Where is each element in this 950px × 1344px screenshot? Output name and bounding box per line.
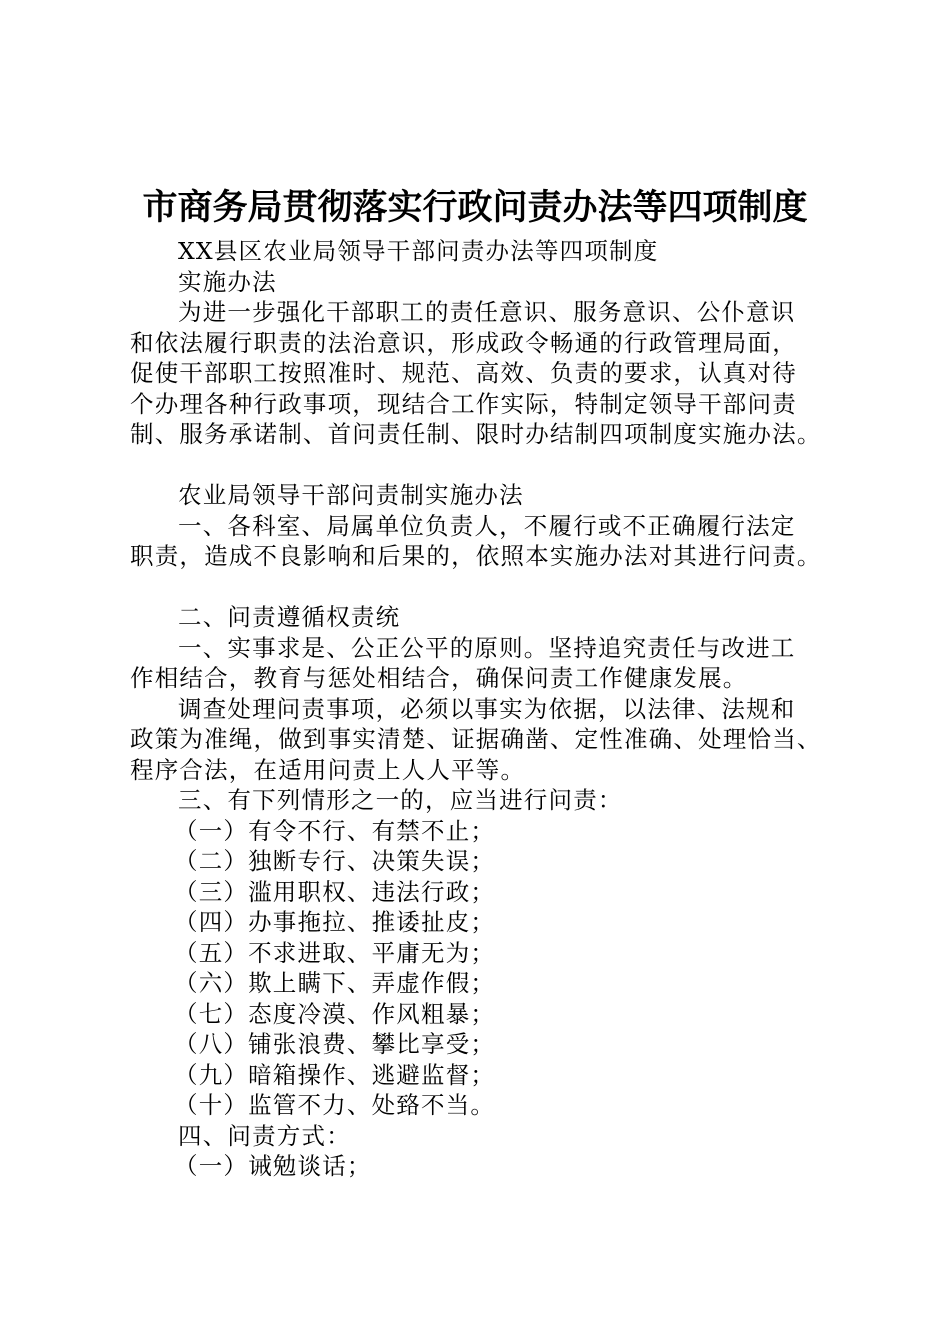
list-item: （七）态度冷漠、作风粗暴； bbox=[174, 999, 496, 1028]
intro-line: 制、服务承诺制、首问责任制、限时办结制四项制度实施办法。 bbox=[130, 420, 822, 448]
paragraph-line: 一、实事求是、公正公平的原则。坚持追究责任与改进工 bbox=[178, 633, 796, 662]
paragraph-line: 调查处理问责事项，必须以事实为依据，以法律、法规和 bbox=[178, 694, 796, 723]
list-item: （八）铺张浪费、攀比享受； bbox=[174, 1030, 496, 1058]
paragraph-line: 政策为准绳，做到事实清楚、证据确凿、定性准确、处理恰当、 bbox=[130, 725, 822, 753]
list-item: （四）办事拖拉、推诿扯皮； bbox=[174, 908, 496, 936]
section-heading: 四、问责方式： bbox=[178, 1121, 351, 1150]
section-heading: 三、有下列情形之一的，应当进行问责： bbox=[178, 786, 623, 814]
list-item: （三）滥用职权、违法行政； bbox=[174, 877, 496, 906]
paragraph-spacer bbox=[130, 572, 850, 603]
paragraph-spacer bbox=[130, 450, 850, 481]
section-heading: 二、问责遵循权责统 bbox=[178, 603, 401, 631]
subtitle-line: 实施办法 bbox=[178, 267, 277, 296]
paragraph-line: 作相结合，教育与惩处相结合，确保问责工作健康发展。 bbox=[130, 664, 748, 692]
paragraph-line: 一、各科室、局属单位负责人，不履行或不正确履行法定 bbox=[178, 511, 796, 540]
list-item: （一）有令不行、有禁不止； bbox=[174, 816, 496, 845]
document-body bbox=[130, 236, 850, 1182]
section-heading: 农业局领导干部问责制实施办法 bbox=[178, 481, 524, 509]
intro-line: 和依法履行职责的法治意识，形成政令畅通的行政管理局面， bbox=[130, 328, 797, 357]
paragraph-line: 职责，造成不良影响和后果的，依照本实施办法对其进行问责。 bbox=[130, 542, 822, 570]
list-item: （九）暗箱操作、逃避监督； bbox=[174, 1060, 496, 1089]
list-item: （十）监管不力、处臵不当。 bbox=[174, 1091, 496, 1119]
document-title: 市商务局贯彻落实行政问责办法等四项制度 bbox=[142, 187, 808, 228]
subtitle-line: XX县区农业局领导干部问责办法等四项制度 bbox=[178, 237, 659, 265]
list-item: （二）独断专行、决策失误； bbox=[174, 847, 496, 875]
list-item: （五）不求进取、平庸无为； bbox=[174, 938, 496, 967]
paragraph-line: 程序合法，在适用问责上人人平等。 bbox=[130, 755, 526, 784]
intro-line: 个办理各种行政事项，现结合工作实际，特制定领导干部问责 bbox=[130, 389, 797, 418]
intro-line: 为进一步强化干部职工的责任意识、服务意识、公仆意识 bbox=[178, 298, 796, 326]
intro-line: 促使干部职工按照准时、规范、高效、负责的要求，认真对待 bbox=[130, 359, 797, 387]
list-item: （六）欺上瞒下、弄虚作假； bbox=[174, 969, 496, 997]
list-item: （一）诫勉谈话； bbox=[174, 1152, 372, 1180]
